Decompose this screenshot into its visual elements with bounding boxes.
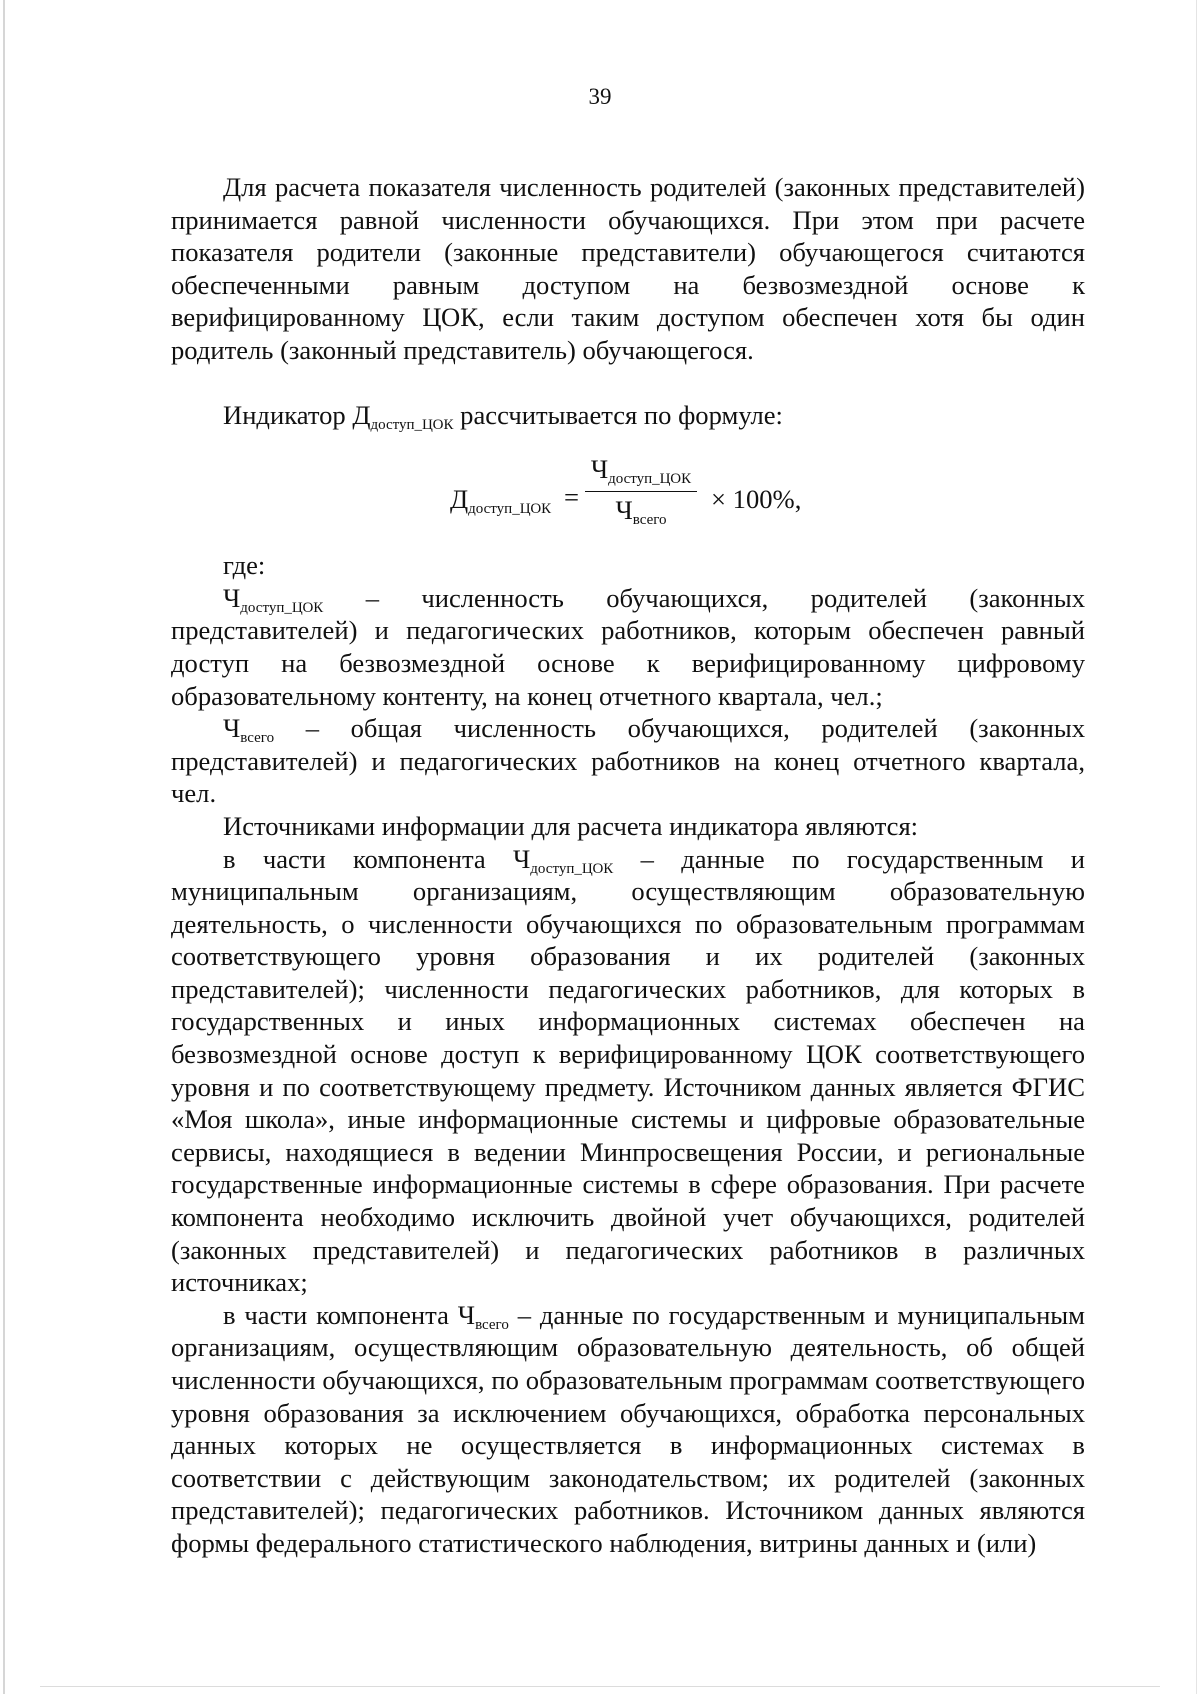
formula-denominator: $Ч_{всего}$: [615, 495, 667, 529]
indicator-subscript: доступ_ЦОК: [370, 416, 454, 433]
indicator-symbol: Индикатор Д: [223, 399, 371, 430]
paragraph-sources-intro: Источниками информации для расчета индикатора являются:: [223, 810, 919, 841]
paragraph-source-total-component: в части компонента $Ч_{всего}$ – данные по государственным и муниципальным организациям, осуществляющим образовательную деятельность, об общей численности обучающихся, по образовательным программам соответствующего уровня образования за исключением обучающихся, обработка персональных данных которых не осуществляется в информационных системах в соответствии с действующим законодательством; их родителей (законных представителей); педагогических работников. Источником данных являются формы федерального статистического наблюдения, витрины данных и (или): [171, 1299, 1085, 1558]
where-label: где:: [223, 550, 266, 581]
paragraph-parents-count: Для расчета показателя численность родителей (законных представителей) принимается равной численности обучающихся. При этом при расчете показателя родители (законные представители) обучающегося считаются обеспеченными равным доступом на безвозмездной основе к верифицированному ЦОК, если таким доступом обеспечен хотя бы один родитель (законный представитель) обучающегося.: [171, 172, 1085, 365]
formula-fraction: [583, 453, 699, 527]
spacer: [171, 367, 1085, 399]
spacer: [171, 431, 1085, 453]
page-number: 39: [588, 84, 612, 109]
scan-edge-left: [3, 0, 5, 1694]
document-body: [171, 171, 1085, 1560]
formula-numerator: $Ч_{доступ\_ЦОК}$: [590, 454, 692, 488]
formula-equals: =: [564, 482, 579, 513]
formula: [171, 453, 1085, 545]
paragraph-indicator-formula-intro: [171, 399, 1085, 432]
formula-multiplier: × 100%,: [711, 484, 802, 515]
definition-total-count: $Ч_{всего}$ – общая численность обучающихся, родителей (законных представителей) и педагогических работников на конец отчетного квартала, чел.: [171, 713, 1085, 809]
definition-access-count: $Ч_{доступ\_ЦОК}$ – численность обучающихся, родителей (законных представителей) и педагогических работников, которым обеспечен равный доступ на безвозмездной основе к верифицированному цифровому образовательному контенту, на конец отчетного квартала, чел.;: [171, 582, 1085, 711]
scan-edge-bottom: [40, 1686, 1160, 1687]
paragraph-source-access-component: в части компонента $Ч_{доступ\_ЦОК}$ – данные по государственным и муниципальным организациям, осуществляющим образовательную деятельность, о численности обучающихся по образовательным программам соответствующего уровня образования и их родителей (законных представителей); численности педагогических работников, для которых в государственных и иных информационных системах обеспечен на безвозмездной основе доступ к верифицированному ЦОК соответствующего уровня и по соответствующему предмету. Источником данных является ФГИС «Моя школа», иные информационные системы и цифровые образовательные сервисы, находящиеся в ведении Минпросвещения России, и региональные государственные информационные системы в сфере образования. При расчете компонента необходимо исключить двойной учет обучающихся, родителей (законных представителей) и педагогических работников в различных источниках;: [171, 843, 1086, 1298]
scan-edge-right: [1196, 0, 1197, 1694]
indicator-text: рассчитывается по формуле:: [453, 399, 783, 430]
fraction-bar: [585, 491, 697, 492]
formula-lhs: $Д_{доступ\_ЦОК}$: [450, 484, 552, 518]
